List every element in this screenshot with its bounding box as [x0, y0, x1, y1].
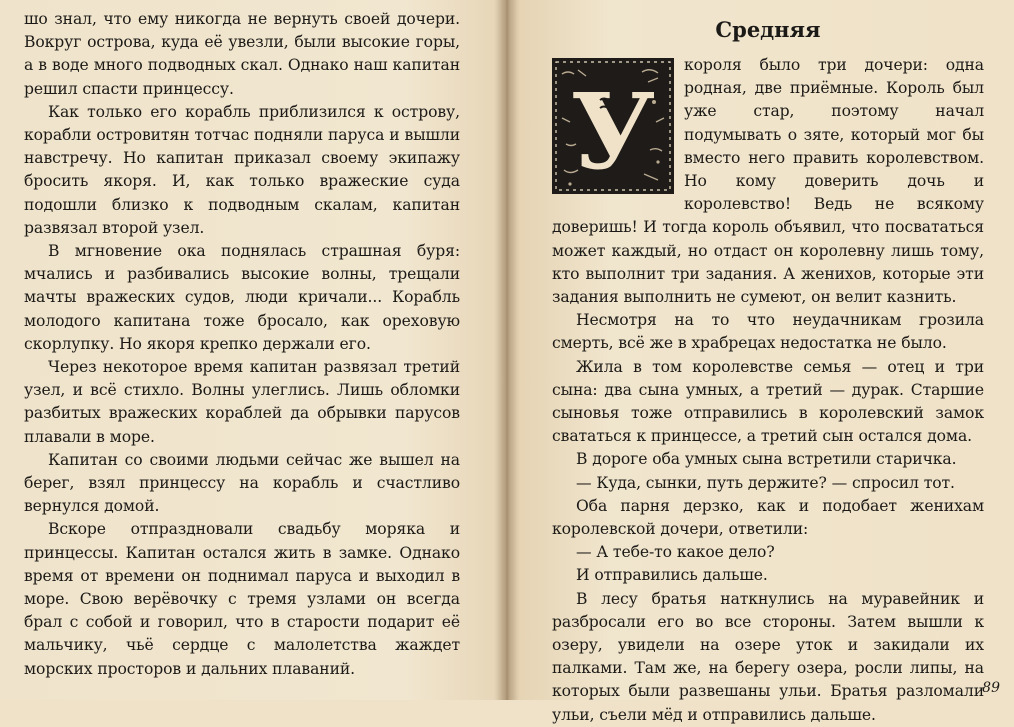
chapter-title: Средняя	[715, 17, 821, 42]
right-paragraph-8: И отправились дальше.	[576, 566, 768, 585]
right-paragraph-7: — А тебе-то какое дело?	[576, 543, 775, 562]
right-paragraph-2: Несмотря на то что неудачникам грозила смерть, всё же в храбрецах недостатка не было.	[552, 311, 984, 353]
left-paragraph-4: Через некоторое время капитан развязал третий узел, и всё стихло. Волны улеглись. Лишь обломки разбитых вражеских кораблей да обрывки парусов плавали в море.	[24, 358, 460, 446]
left-paragraph-3: В мгновение ока поднялась страшная буря: мчались и разбивались высокие волны, трещали мачты вражеских судов, люди кричали... Корабль молодого капитана тоже бросало, как ореховую скорлупку. Но якоря крепко держали его.	[24, 242, 460, 353]
left-page	[0, 0, 500, 700]
left-paragraph-2: Как только его корабль приблизился к острову, корабли островитян тотчас подняли паруса и вышли навстречу. Но капитан приказал своему экипажу бросить якоря. И, как только вражеские суда подошли близко к подводным скалам, капитан развязал второй узел.	[24, 102, 460, 237]
left-paragraph-6: Вскоре отпраздновали свадьбу моряка и принцессы. Капитан остался жить в замке. Однако время от времени он поднимал паруса и выходил в море. Свою верёвочку с тремя узлами он всегда брал с собой и говорил, что в старости подарит её мальчику, чьё сердце с малолетства жаждет морских просторов и дальних плаваний.	[24, 520, 460, 678]
drop-cap-letter: У	[570, 70, 656, 193]
page-number: 89	[982, 680, 1000, 696]
right-paragraph-9: В лесу братья наткнулись на муравейник и разбросали его во все стороны. Затем вышли к озеру, увидели на озере уток и закидали их палками. Там же, на берегу озера, росли липы, на которых были развешаны ульи. Братья разломали ульи, съели мёд и отправились дальше.	[552, 589, 984, 724]
drop-cap-ornament	[552, 58, 674, 194]
left-paragraph-1: шо знал, что ему никогда не вернуть своей дочери. Вокруг острова, куда её увезли, были высокие горы, а в воде много подводных скал. Однако наш капитан решил спасти принцессу.	[24, 10, 460, 98]
left-paragraph-5: Капитан со своими людьми сейчас же вышел на берег, взял принцессу на корабль и счастливо вернулся домой.	[24, 450, 460, 516]
right-paragraph-1: короля было три дочери: одна родная, две приёмные. Король был уже стар, поэтому начал подумывать о зяте, который мог бы вместо него править королевством. Но кому доверить дочь и королевство! Ведь не всякому доверишь! И тогда король объявил, что посвататься может каждый, но отдаст он королевну лишь тому, кто выполнит три задания. А женихов, которые эти задания выполнить не сумеют, он велит казнить.	[552, 56, 984, 307]
right-paragraph-3: Жила в том королевстве семья — отец и три сына: два сына умных, а третий — дурак. Старшие сыновья тоже отправились в королевский замок свататься к принцессе, а третий сын остался дома.	[552, 357, 984, 446]
right-paragraph-4: В дороге оба умных сына встретили старичка.	[576, 450, 957, 469]
drop-cap-woodcut-icon	[552, 58, 674, 194]
right-paragraph-6: Оба парня дерзко, как и подобает женихам королевской дочери, ответили:	[552, 496, 984, 539]
right-page	[514, 0, 1014, 724]
right-paragraph-5: — Куда, сынки, путь держите? — спросил тот.	[576, 473, 955, 492]
